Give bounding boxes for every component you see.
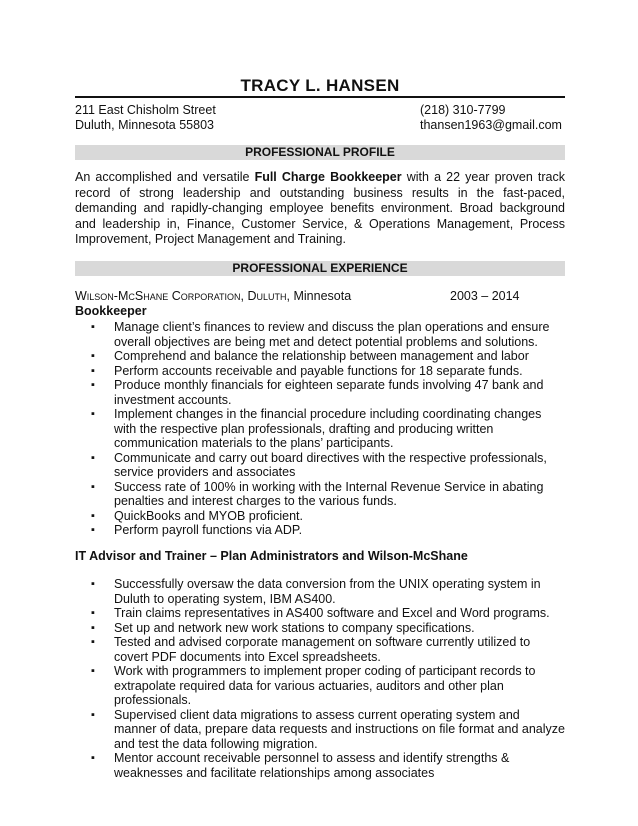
list-item: ▪ Supervised client data migrations to assess current operating system and manner of data, prepare data requests and instructions on file format and analyze and test the data following migration. xyxy=(75,708,565,752)
list-item: ▪ Comprehend and balance the relationship between management and labor xyxy=(75,349,565,364)
job1-years: 2003 – 2014 xyxy=(450,289,520,303)
list-item: ▪ Mentor account receivable personnel to assess and identify strengths & weaknesses and facilitate relationships among associates xyxy=(75,751,565,780)
profile-text-start: An accomplished and versatile xyxy=(75,170,255,184)
city-state-zip: Duluth, Minnesota 55803 xyxy=(75,118,214,132)
list-item: ▪ Work with programmers to implement proper coding of participant records to extrapolate required data for various actuaries, auditors and other plan professionals. xyxy=(75,664,565,708)
header-rule xyxy=(75,96,565,98)
list-item: ▪ Manage client’s finances to review and discuss the plan operations and ensure overall objectives are being met and detect potential problems and solutions. xyxy=(75,320,565,349)
list-item: ▪ Train claims representatives in AS400 software and Excel and Word programs. xyxy=(75,606,565,621)
list-item: ▪ Perform accounts receivable and payable functions for 18 separate funds. xyxy=(75,364,565,379)
profile-role-highlight: Full Charge Bookkeeper xyxy=(254,170,402,184)
list-item: ▪ Set up and network new work stations to company specifications. xyxy=(75,621,565,636)
job1-title: Bookkeeper xyxy=(75,304,147,318)
list-item: ▪ Perform payroll functions via ADP. xyxy=(75,523,565,538)
phone-number: (218) 310-7799 xyxy=(420,103,506,117)
job2-bullet-list xyxy=(75,577,565,780)
experience-heading: PROFESSIONAL EXPERIENCE xyxy=(75,261,565,276)
job1-header xyxy=(75,289,565,305)
job1-employer xyxy=(75,289,351,303)
list-item: ▪ Successfully oversaw the data conversion from the UNIX operating system in Duluth to operating system, IBM AS400. xyxy=(75,577,565,606)
list-item: ▪ Success rate of 100% in working with the Internal Revenue Service in abating penalties and interest charges to the various funds. xyxy=(75,480,565,509)
list-item: ▪ QuickBooks and MYOB proficient. xyxy=(75,509,565,524)
list-item: ▪ Communicate and carry out board directives with the respective professionals, service providers and associates xyxy=(75,451,565,480)
profile-heading: PROFESSIONAL PROFILE xyxy=(75,145,565,160)
contact-row-2 xyxy=(75,118,565,134)
street-address: 211 East Chisholm Street xyxy=(75,103,216,117)
list-item: ▪ Tested and advised corporate management on software currently utilized to covert PDF documents into Excel spreadsheets. xyxy=(75,635,565,664)
profile-summary xyxy=(75,170,565,248)
resume-name: TRACY L. HANSEN xyxy=(240,76,400,95)
job1-company: Wilson-McShane Corporation, Duluth, xyxy=(75,289,291,303)
profile-text-end: with a 22 year proven track record of strong leadership and outstanding business results in the fast-paced, demanding and rapidly-changing employee benefits environment. Broad background and leadership in, Finance, Customer Service, & Operations Management, Process Improvement, Project Management and Training. xyxy=(75,170,565,247)
job1-bullet-list xyxy=(75,320,565,538)
job2-title: IT Advisor and Trainer – Plan Administrators and Wilson-McShane xyxy=(75,549,468,563)
contact-row-1 xyxy=(75,103,565,119)
list-item: ▪ Implement changes in the financial procedure including coordinating changes with the respective plan professionals, drafting and producing written communication materials to the plans’ participants. xyxy=(75,407,565,451)
email-address: thansen1963@gmail.com xyxy=(420,118,562,132)
list-item: ▪ Produce monthly financials for eighteen separate funds involving 47 bank and investment accounts. xyxy=(75,378,565,407)
job1-location: Minnesota xyxy=(290,289,352,303)
